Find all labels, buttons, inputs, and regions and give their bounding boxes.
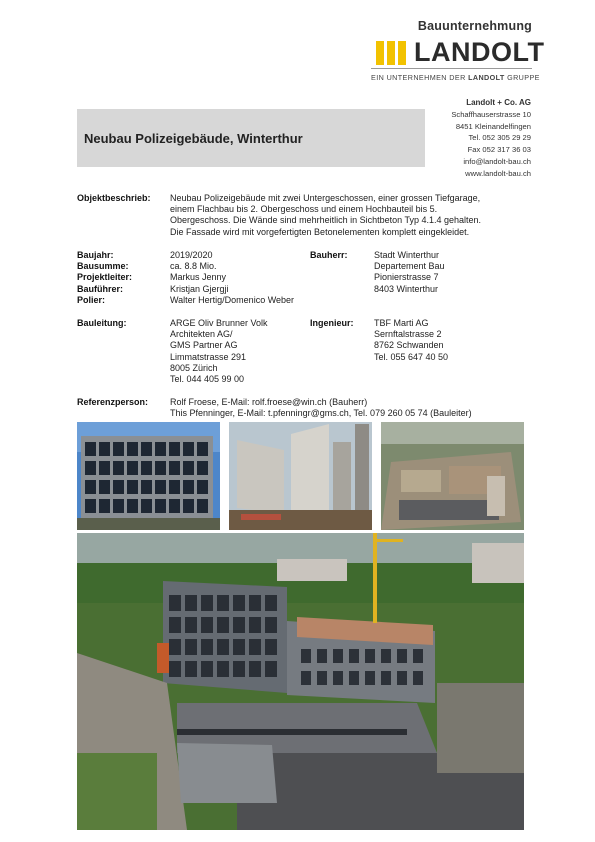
company-line[interactable]: info@landolt-bau.ch: [463, 156, 531, 166]
fact-value: Markus Jenny: [170, 272, 227, 283]
logo-brand: LANDOLT: [414, 37, 545, 67]
logo-subline: EIN UNTERNEHMEN DER LANDOLT GRUPPE: [371, 73, 540, 82]
company-address: [432, 97, 531, 180]
ingenieur-label: Ingenieur:: [310, 318, 354, 328]
fact-value: ca. 8.8 Mio.: [170, 261, 217, 272]
ingenieur-block: TBF Marti AG Sernftalstrasse 2 8762 Schwanden Tel. 055 647 40 50: [374, 318, 449, 362]
company-line: Schaffhauserstrasse 10: [451, 109, 531, 119]
photo-construction-site-overview: [381, 422, 524, 530]
fact-value: 2019/2020: [170, 250, 213, 260]
logo-divider: [371, 68, 532, 69]
fact-label: Bausumme:: [77, 261, 129, 272]
fact-value: Walter Hertig/Domenico Weber: [170, 294, 295, 305]
photo-facade-building: [77, 422, 220, 530]
photo-aerial-view: [77, 533, 524, 830]
fact-label: Baujahr:: [77, 250, 114, 260]
referenz-block: Rolf Froese, E-Mail: rolf.froese@win.ch (Bauherr) This Pfenninger, E-Mail: t.pfenningr@gms.ch, Tel. 079 260 05 74 (Bauleiter): [170, 397, 472, 419]
company-line: Fax 052 317 36 03: [467, 145, 531, 155]
fact-label: Projektleiter:: [77, 272, 133, 283]
bauherr-block: Stadt Winterthur Departement Bau Pionierstrasse 7 8403 Winterthur: [374, 250, 445, 294]
company-name: Landolt + Co. AG: [466, 98, 531, 107]
facts-labels: [77, 250, 132, 306]
company-line: 8451 Kleinandelfingen: [455, 121, 531, 131]
page-title: Neubau Polizeigebäude, Winterthur: [84, 131, 303, 146]
bauleitung-label: Bauleitung:: [77, 318, 127, 328]
photo-concrete-walls: [229, 422, 372, 530]
object-label: Objektbeschrieb:: [77, 193, 151, 203]
object-description: Neubau Polizeigebäude mit zwei Untergeschossen, einer grossen Tiefgarage, einem Flachbau bis 2. Obergeschoss und einem Hochbauteil bis 5. Obergeschoss. Die Wände sind mehrheitlich in Sichtbeton Typ 4.1.4 gehalten. Die Fassade wird mit vorgefertigten Betonelementen komplett eingekleidet.: [170, 193, 482, 237]
referenz-label: Referenzperson:: [77, 397, 149, 407]
facts-values: [170, 250, 294, 306]
fact-label: Polier:: [77, 294, 106, 305]
bauherr-label: Bauherr:: [310, 250, 348, 260]
company-line: Tel. 052 305 29 29: [468, 133, 531, 143]
bauleitung-block: ARGE Oliv Brunner Volk Architekten AG/ GMS Partner AG Limmatstrasse 291 8005 Zürich Tel. 044 405 99 00: [170, 318, 268, 384]
fact-label: Bauführer:: [77, 283, 124, 294]
landolt-logo-icon: [376, 41, 408, 65]
fact-value: Kristjan Gjergji: [170, 283, 229, 294]
company-line[interactable]: www.landolt-bau.ch: [465, 168, 531, 178]
logo-tagline: Bauunternehmung: [417, 19, 532, 33]
